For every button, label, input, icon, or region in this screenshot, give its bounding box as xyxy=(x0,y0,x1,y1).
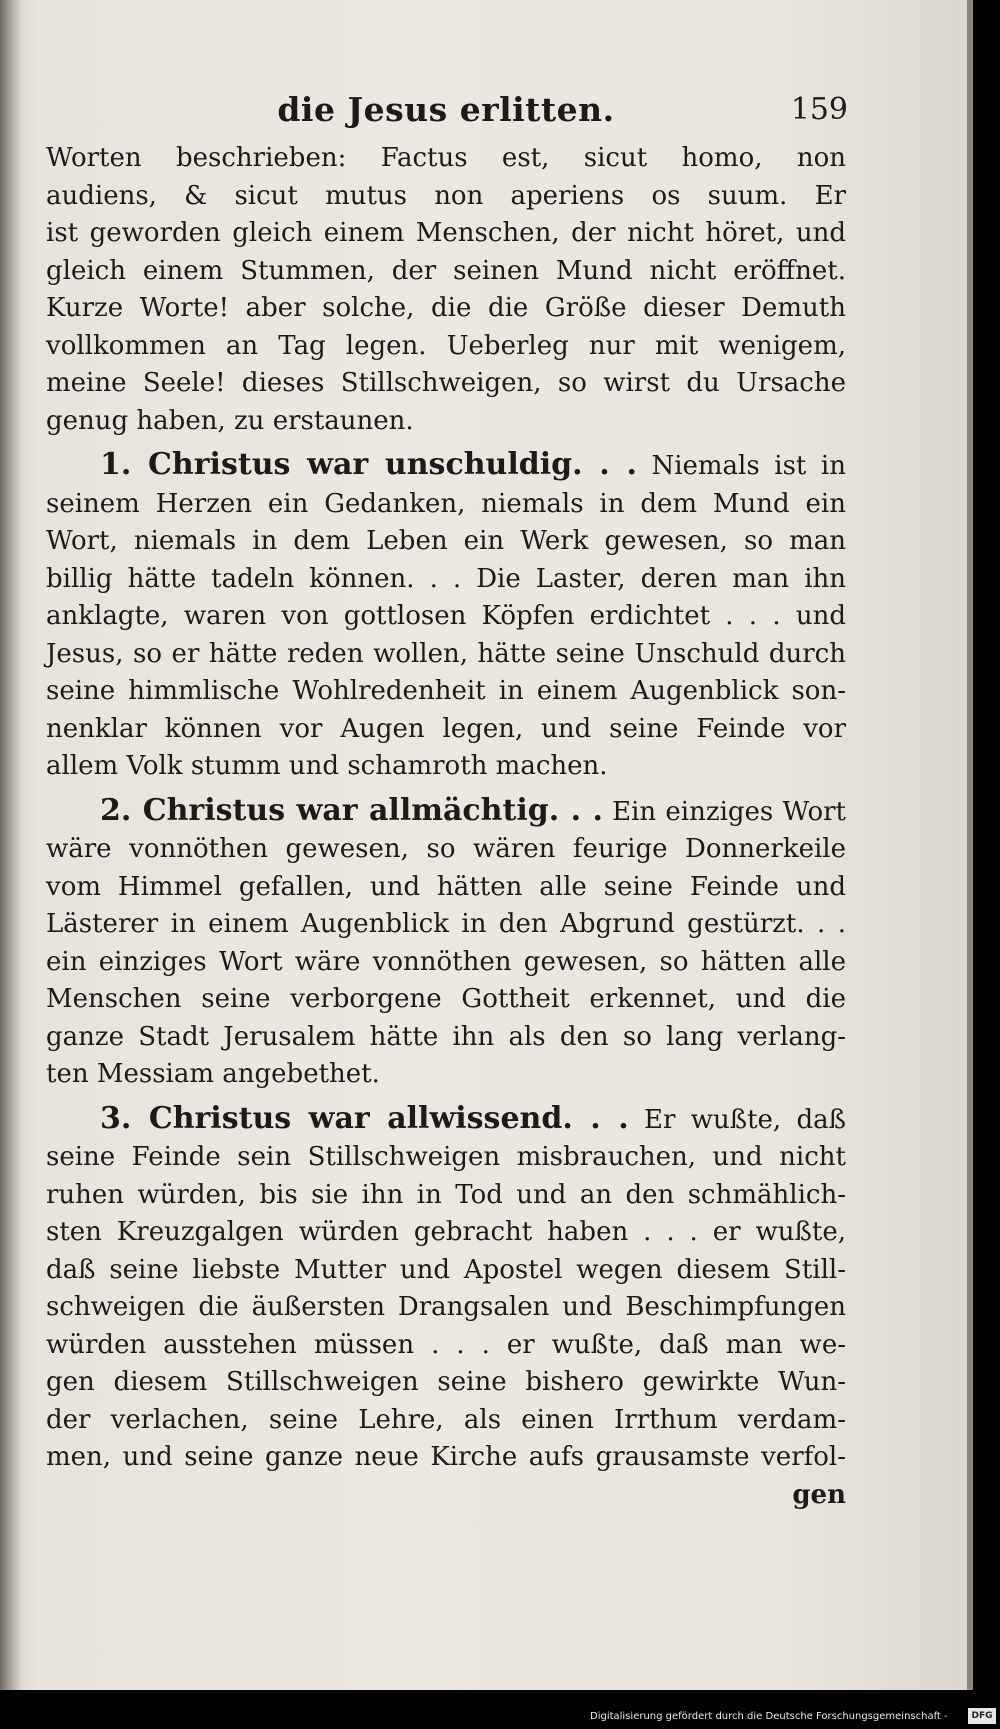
text-line: billig hätte tadeln können. . . Die Laster, deren man ihn xyxy=(46,563,846,594)
section-heading: 3. Christus war allwissend. . . xyxy=(100,1100,629,1136)
text-line: seinem Herzen ein Gedanken, niemals in dem Mund ein xyxy=(46,488,846,519)
text-line: gen diesem Stillschweigen seine bishero gewirkte Wun- xyxy=(46,1367,846,1397)
text-line: ten Messiam angebethet. xyxy=(46,1059,380,1089)
text-line: Menschen seine verborgene Gottheit erkennet, und die xyxy=(46,984,846,1014)
section-heading: 2. Christus war allmächtig. . . xyxy=(100,792,603,828)
text-line: wäre vonnöthen gewesen, so wären feurige Donnerkeile xyxy=(46,834,846,864)
text-line: schweigen die äußersten Drangsalen und Beschimpfungen xyxy=(46,1292,846,1322)
text-line: gleich einem Stummen, der seinen Mund nicht eröffnet. xyxy=(46,255,846,286)
text-line: der verlachen, seine Lehre, als einen Irrthum verdam- xyxy=(46,1404,846,1435)
running-title: die Jesus erlitten. xyxy=(277,90,615,129)
text-line: vom Himmel gefallen, und hätten alle seine Feinde und xyxy=(46,871,846,902)
paragraph-almighty xyxy=(46,792,846,1094)
text-line: Lästerer in einem Augenblick in den Abgrund gestürzt. . . xyxy=(46,909,846,939)
text-line: würden ausstehen müssen . . . er wußte, daß man we- xyxy=(46,1329,846,1360)
dfg-logo: DFG xyxy=(968,1708,996,1724)
text-line: Er wußte, daß xyxy=(643,1104,847,1135)
text-line: vollkommen an Tag legen. Ueberleg nur mit wenigem, xyxy=(46,330,846,361)
text-line: Wort, niemals in dem Leben ein Werk gewesen, so man xyxy=(46,526,846,556)
text-line: seine himmlische Wohlredenheit in einem Augenblick son- xyxy=(46,676,846,706)
paragraph-first-line xyxy=(46,1100,846,1140)
text-line: meine Seele! dieses Stillschweigen, so wirst du Ursache xyxy=(46,368,846,398)
text-line: Jesus, so er hätte reden wollen, hätte seine Unschuld durch xyxy=(46,638,846,669)
text-line: Niemals ist in xyxy=(651,451,846,481)
digitization-credit: Digitalisierung gefördert durch die Deutsche Forschungsgemeinschaft - xyxy=(590,1711,948,1722)
text-line: Kurze Worte! aber solche, die die Größe dieser Demuth xyxy=(46,293,846,323)
text-line: anklagte, waren von gottlosen Köpfen erdichtet . . . und xyxy=(46,601,846,631)
paragraph-first-line xyxy=(46,792,846,832)
text-line: Worten beschrieben: Factus est, sicut homo, non xyxy=(46,143,846,173)
text-line: Ein einziges Wort xyxy=(612,796,846,827)
paragraph-first-line xyxy=(46,446,846,486)
catchword: gen xyxy=(792,1479,846,1510)
page-header xyxy=(46,90,846,140)
section-heading: 1. Christus war unschuldig. . . xyxy=(100,447,637,482)
paragraph-innocent xyxy=(46,446,846,786)
text-line: audiens, & sicut mutus non aperiens os suum. Er xyxy=(46,180,846,211)
text-line: allem Volk stumm und schamroth machen. xyxy=(46,751,608,781)
page-gutter-shadow xyxy=(0,0,22,1690)
page-number: 159 xyxy=(790,92,848,127)
text-line: ruhen würden, bis sie ihn in Tod und an den schmählich- xyxy=(46,1179,846,1210)
text-line: daß seine liebste Mutter und Apostel wegen diesem Still- xyxy=(46,1254,846,1285)
text-line: seine Feinde sein Stillschweigen misbrauchen, und nicht xyxy=(46,1142,846,1172)
text-line: ist geworden gleich einem Menschen, der nicht höret, und xyxy=(46,218,846,248)
paragraph-omniscient xyxy=(46,1100,846,1477)
text-line: genug haben, zu erstaunen. xyxy=(46,405,414,436)
text-line: nenklar können vor Augen legen, und seine Feinde vor xyxy=(46,713,846,744)
paragraph-intro xyxy=(46,140,846,440)
text-line: ganze Stadt Jerusalem hätte ihn als den so lang verlang- xyxy=(46,1021,846,1052)
text-line: men, und seine ganze neue Kirche aufs grausamste verfol- xyxy=(46,1442,846,1472)
text-line: ein einziges Wort wäre vonnöthen gewesen, so hätten alle xyxy=(46,946,846,977)
text-line: sten Kreuzgalgen würden gebracht haben . . . er wußte, xyxy=(46,1217,846,1247)
page-text-block xyxy=(46,90,846,1514)
